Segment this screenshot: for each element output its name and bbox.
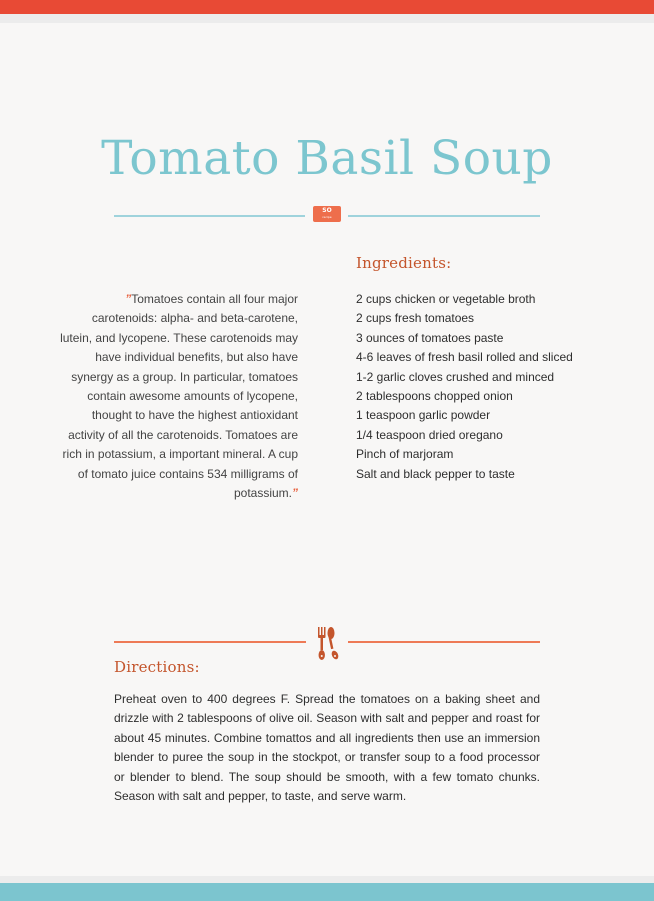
quote-text: Tomatoes contain all four major carotenoids: alpha- and beta-carotene, lutein, and lycopene. These carotenoids may have individual benefits, but also have synergy as a group. In particular, tomatoes contain awesome amounts of lycopene, thought to have the highest antioxidant activity of all the carotenoids. Tomatoes are rich in potassium, a important mineral. A cup of tomato juice contains 534 milligrams of potassium.: [60, 292, 298, 501]
directions-rule-right: [348, 641, 540, 643]
directions-heading: Directions:: [114, 658, 200, 676]
brand-logo-main: SO: [322, 207, 332, 214]
list-item: 4-6 leaves of fresh basil rolled and sliced: [356, 350, 573, 365]
page-title: Tomato Basil Soup: [101, 131, 553, 186]
quote-open-mark: ”: [125, 292, 132, 306]
list-item: 1-2 garlic cloves crushed and minced: [356, 369, 555, 384]
list-item: Salt and black pepper to taste: [356, 466, 515, 481]
ingredients-list: [356, 290, 573, 484]
brand-logo-sub: recipe: [322, 215, 332, 219]
nutrition-quote: [60, 290, 298, 503]
list-item: 2 cups chicken or vegetable broth: [356, 292, 536, 306]
title-rule-left: [114, 215, 305, 217]
directions-rule-left: [114, 641, 306, 643]
ingredients-heading: Ingredients:: [356, 254, 452, 272]
bottom-accent-bar: [0, 883, 654, 901]
list-item: 3 ounces of tomatoes paste: [356, 330, 504, 345]
bottom-divider-strip: [0, 876, 654, 883]
list-item: Pinch of marjoram: [356, 447, 454, 462]
list-item: 1 teaspoon garlic powder: [356, 408, 491, 423]
title-rule-right: [348, 215, 540, 217]
top-divider-strip: [0, 14, 654, 23]
list-item: 1/4 teaspoon dried oregano: [356, 427, 503, 442]
brand-logo: [313, 206, 341, 222]
list-item: 2 cups fresh tomatoes: [356, 311, 475, 326]
directions-text: Preheat oven to 400 degrees F. Spread the tomatoes on a baking sheet and drizzle with 2 tablespoons of olive oil. Season with salt and pepper and roast for about 45 minutes. Combine tomattos and all ingredients then use an immersion blender to puree the soup in the stockpot, or transfer soup to a food processor or blender to blend. The soup should be smooth, with a few tomato chunks. Season with salt and pepper, to taste, and serve warm.: [114, 692, 540, 804]
quote-close-mark: ”: [292, 486, 298, 501]
fork-spoon-icon: [312, 625, 342, 661]
list-item: 2 tablespoons chopped onion: [356, 389, 513, 404]
top-accent-bar: [0, 0, 654, 14]
